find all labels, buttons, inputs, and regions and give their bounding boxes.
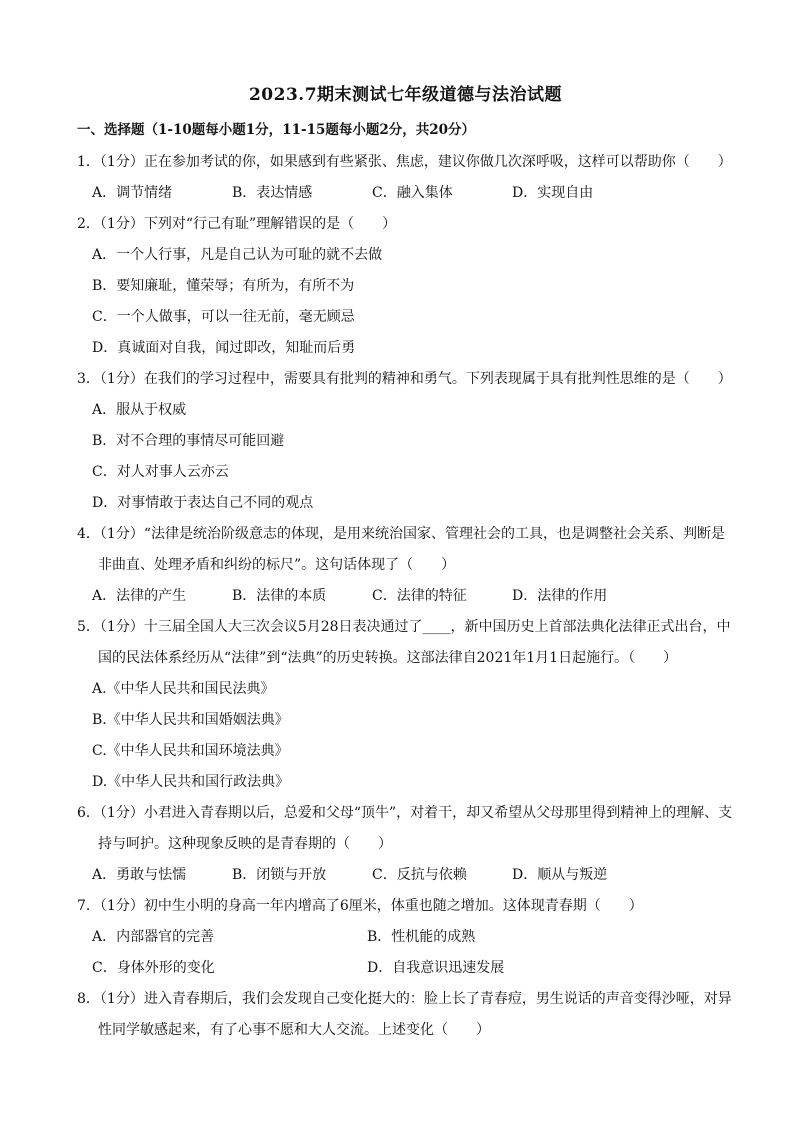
option-a[interactable]: A．法律的产生 [92,588,187,604]
question-stem: 2．（1分）下列对“行己有耻”理解错误的是（ ） [77,216,397,232]
options-row [77,953,734,984]
option-b[interactable]: B．性机能的成熟 [367,929,476,945]
option-a[interactable]: A．勇敢与怯懦 [92,867,187,883]
option-c[interactable]: C．身体外形的变化 [92,960,215,976]
question-3 [77,364,734,519]
question-stem: 8．（1分）进入青春期后，我们会发现自己变化挺大的：脸上长了青春痘，男生说话的声音变得沙哑，对异性同学敏感起来，有了心事不愿和大人交流。上述变化（ ） [77,991,732,1038]
page-title: 2023.7期末测试七年级道德与法治试题 [248,85,563,105]
question-4 [77,519,734,612]
option-d[interactable]: D．自我意识迅速发展 [367,960,505,976]
question-8 [77,984,734,1046]
option-a[interactable]: A．服从于权威 [92,402,187,418]
section-heading: 一、选择题（1-10题每小题1分，11-15题每小题2分，共20分） [77,122,476,138]
option-c[interactable]: C.《中华人民共和国环境法典》 [92,743,289,759]
option-d[interactable]: D．真诚面对自我，闻过即改，知耻而后勇 [92,340,356,356]
option-b[interactable]: B．法律的本质 [232,588,327,604]
question-stem: 5．（1分）十三届全国人大三次会议5月28日表决通过了____，新中国历史上首部法典化法律正式出台，中国的民法体系经历从“法律”到“法典”的历史转换。这部法律自2021年1月1日起施行。（ ） [77,619,731,666]
question-7 [77,891,734,984]
option-b[interactable]: B．对不合理的事情尽可能回避 [92,433,285,449]
question-stem: 7．（1分）初中生小明的身高一年内增高了6厘米，体重也随之增加。这体现青春期（ ） [77,898,643,914]
options-row [77,860,734,891]
option-b[interactable]: B．表达情感 [232,185,313,201]
question-5 [77,612,734,798]
option-d[interactable]: D．实现自由 [512,185,594,201]
options-list [77,240,734,364]
option-c[interactable]: C．法律的特征 [372,588,467,604]
option-d[interactable]: D.《中华人民共和国行政法典》 [92,774,290,790]
question-stem: 3．（1分）在我们的学习过程中，需要具有批判的精神和勇气。下列表现属于具有批判性思维的是（ ） [77,371,732,387]
options-row [77,178,734,209]
option-b[interactable]: B．要知廉耻，懂荣辱；有所为，有所不为 [92,278,355,294]
options-row [77,922,734,953]
option-d[interactable]: D．法律的作用 [512,588,608,604]
option-a[interactable]: A．调节情绪 [92,185,173,201]
options-list [77,395,734,519]
option-c[interactable]: C．反抗与依赖 [372,867,467,883]
option-b[interactable]: B．闭锁与开放 [232,867,327,883]
options-list [77,674,734,798]
option-d[interactable]: D．对事情敢于表达自己不同的观点 [92,495,314,511]
option-c[interactable]: C．融入集体 [372,185,453,201]
option-a[interactable]: A．内部器官的完善 [92,929,215,945]
option-c[interactable]: C．一个人做事，可以一往无前，毫无顾忌 [92,309,355,325]
option-a[interactable]: A.《中华人民共和国民法典》 [92,681,275,697]
option-c[interactable]: C．对人对事人云亦云 [92,464,229,480]
option-a[interactable]: A．一个人行事，凡是自己认为可耻的就不去做 [92,247,383,263]
question-6 [77,798,734,891]
question-stem: 6．（1分）小君进入青春期以后，总爱和父母“顶牛”，对着干，却又希望从父母那里得到精神上的理解、支持与呵护。这种现象反映的是青春期的（ ） [77,805,733,852]
question-stem: 1．（1分）正在参加考试的你，如果感到有些紧张、焦虑，建议你做几次深呼吸，这样可以帮助你（ ） [77,154,732,170]
option-d[interactable]: D．顺从与叛逆 [512,867,608,883]
question-1 [77,147,734,209]
question-2 [77,209,734,364]
option-b[interactable]: B.《中华人民共和国婚姻法典》 [92,712,289,728]
options-row [77,581,734,612]
question-stem: 4．（1分）“法律是统治阶级意志的体现，是用来统治国家、管理社会的工具，也是调整社会关系、判断是非曲直、处理矛盾和纠纷的标尺”。这句话体现了（ ） [77,526,725,573]
